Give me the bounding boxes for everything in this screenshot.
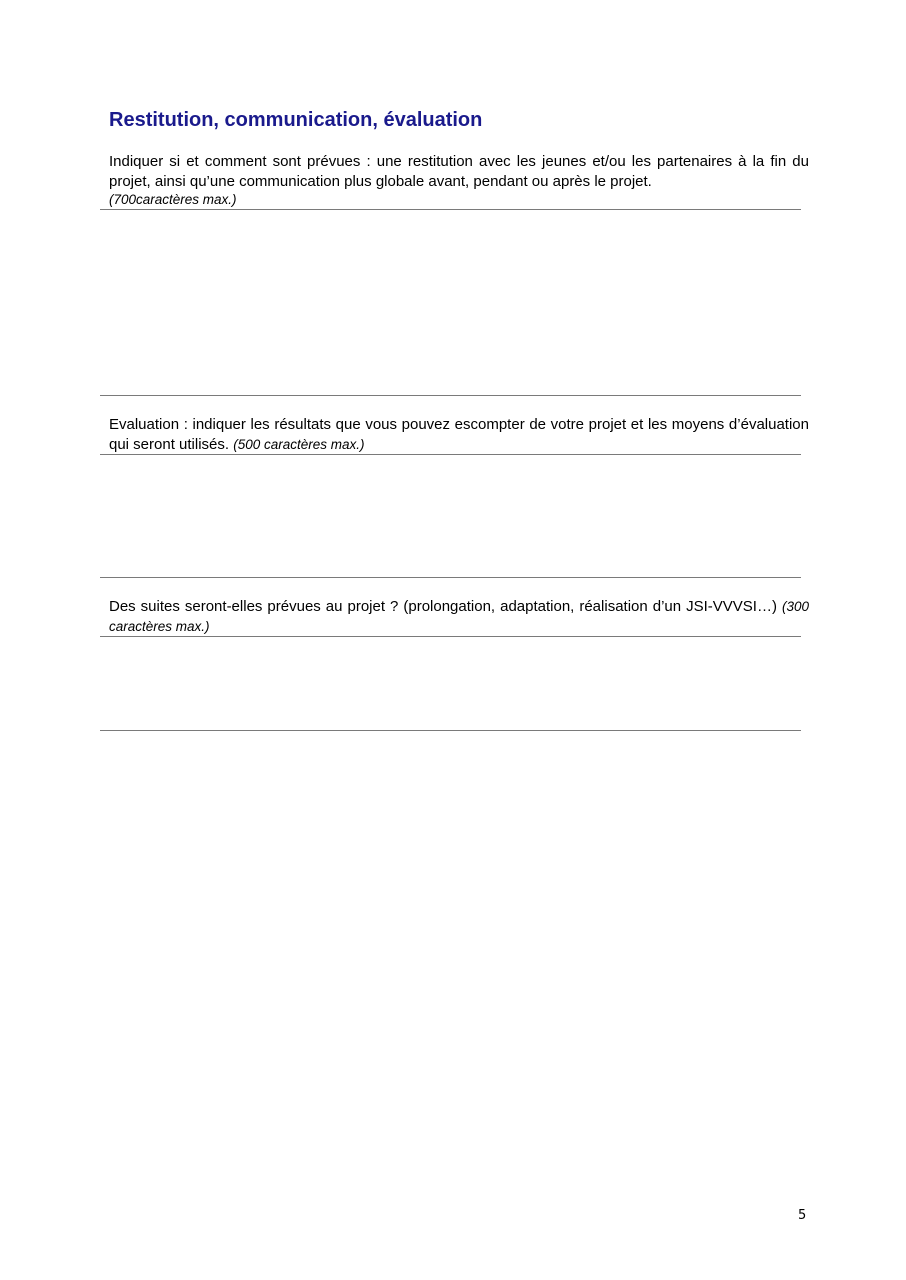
page-number: 5 bbox=[798, 1208, 807, 1223]
character-limit-note: (700caractères max.) bbox=[109, 192, 237, 207]
answer-field-restitution[interactable] bbox=[100, 210, 801, 395]
answer-field-evaluation[interactable] bbox=[100, 455, 801, 577]
answer-bottom-rule bbox=[100, 730, 801, 731]
question-text: Indiquer si et comment sont prévues : une restitution avec les jeunes et/ou les partenaires à la fin du projet, ainsi qu’une communication plus globale avant, pendant ou après le projet. bbox=[109, 153, 809, 190]
question-text: Des suites seront-elles prévues au projet ? (prolongation, adaptation, réalisation d’un JSI-VVVSI…) bbox=[109, 598, 777, 615]
character-limit-note: (300 caractères max.) bbox=[109, 599, 809, 634]
question-suites bbox=[109, 597, 809, 637]
character-limit-note: (500 caractères max.) bbox=[233, 437, 365, 452]
answer-field-suites[interactable] bbox=[100, 637, 801, 730]
answer-bottom-rule bbox=[100, 577, 801, 578]
question-restitution bbox=[109, 152, 809, 208]
question-text: Evaluation : indiquer les résultats que vous pouvez escompter de votre projet et les moyens d’évaluation qui seront utilisés. bbox=[109, 416, 809, 453]
answer-bottom-rule bbox=[100, 395, 801, 396]
section-title: Restitution, communication, évaluation bbox=[109, 109, 483, 131]
question-evaluation bbox=[109, 415, 809, 455]
